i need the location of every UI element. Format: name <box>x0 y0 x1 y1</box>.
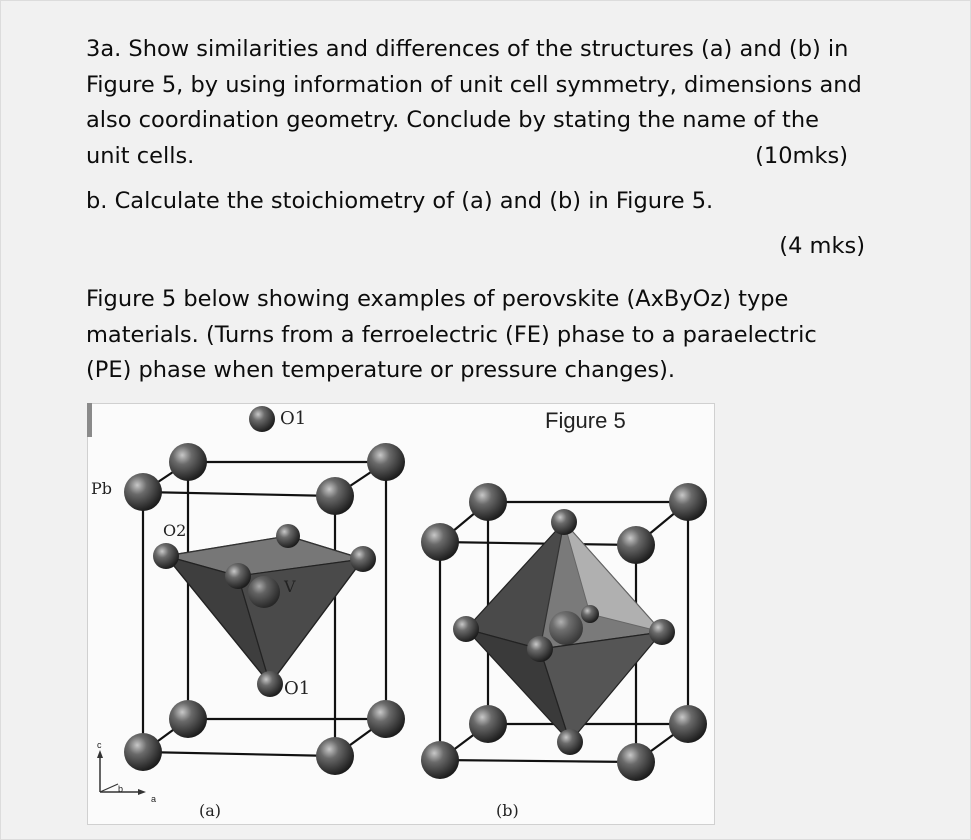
pb-atom <box>316 737 354 775</box>
pb-atom <box>367 443 405 481</box>
label-o1-top: O1 <box>280 408 307 429</box>
caption-b: (b) <box>496 801 519 820</box>
caption-a: (a) <box>199 801 222 820</box>
figure-5-drawing <box>88 404 714 824</box>
question-3a-line-2: Figure 5, by using information of unit cell symmetry, dimensions and <box>86 71 862 98</box>
pb-atom <box>124 473 162 511</box>
question-3a-line-1: 3a. Show similarities and differences of the structures (a) and (b) in <box>86 36 849 62</box>
label-o1-bottom: O1 <box>284 678 311 699</box>
label-v: V <box>284 577 296 596</box>
figure-5 <box>87 403 715 825</box>
label-o2: O2 <box>163 521 187 540</box>
o1-atom <box>257 671 283 697</box>
corner-atom <box>469 705 507 743</box>
question-3a-last-text: unit cells. <box>86 142 195 169</box>
pb-atom <box>367 700 405 738</box>
o2-atom <box>153 543 179 569</box>
oxygen-atom <box>276 524 300 548</box>
corner-atom <box>421 523 459 561</box>
axis-b-label: b <box>118 784 124 794</box>
question-3a <box>86 32 916 174</box>
tetrahedron-a <box>166 536 363 684</box>
oxygen-atom <box>551 509 577 535</box>
oxygen-atom <box>649 619 675 645</box>
corner-atom <box>421 741 459 779</box>
legend-o1-atom <box>249 406 275 432</box>
description-line-3: (PE) phase when temperature or pressure changes). <box>86 357 675 383</box>
oxygen-atom <box>557 729 583 755</box>
figure-title: Figure 5 <box>545 408 626 433</box>
description-line-1: Figure 5 below showing examples of perovskite (AxByOz) type <box>86 286 789 312</box>
pb-atom <box>316 477 354 515</box>
v-atom <box>248 576 280 608</box>
corner-atom <box>669 705 707 743</box>
oxygen-atom <box>581 605 599 623</box>
question-3a-line-3: also coordination geometry. Conclude by stating the name of the <box>86 107 819 133</box>
structure-a <box>91 406 405 820</box>
corner-atom <box>669 483 707 521</box>
pb-atom <box>169 700 207 738</box>
oxygen-atom <box>225 563 251 589</box>
label-pb: Pb <box>91 479 113 498</box>
question-3a-line-4 <box>86 139 848 175</box>
corner-atom <box>469 483 507 521</box>
oxygen-atom <box>527 636 553 662</box>
question-3a-marks: (10mks) <box>755 142 848 169</box>
oxygen-atom <box>350 546 376 572</box>
description-line-2: materials. (Turns from a ferroelectric (FE) phase to a paraelectric <box>86 321 817 348</box>
corner-atom <box>617 743 655 781</box>
pb-atom <box>169 443 207 481</box>
figure-description <box>86 282 906 389</box>
structure-b <box>421 483 707 820</box>
center-atom <box>549 611 583 645</box>
figure-left-bar <box>87 403 92 437</box>
oxygen-atom <box>453 616 479 642</box>
pb-atom <box>124 733 162 771</box>
question-3b-marks: (4 mks) <box>779 233 865 259</box>
corner-atom <box>617 526 655 564</box>
axis-a-label: a <box>151 794 157 804</box>
question-3b: b. Calculate the stoichiometry of (a) and (b) in Figure 5. <box>86 188 714 214</box>
axis-c-label: c <box>97 740 102 750</box>
